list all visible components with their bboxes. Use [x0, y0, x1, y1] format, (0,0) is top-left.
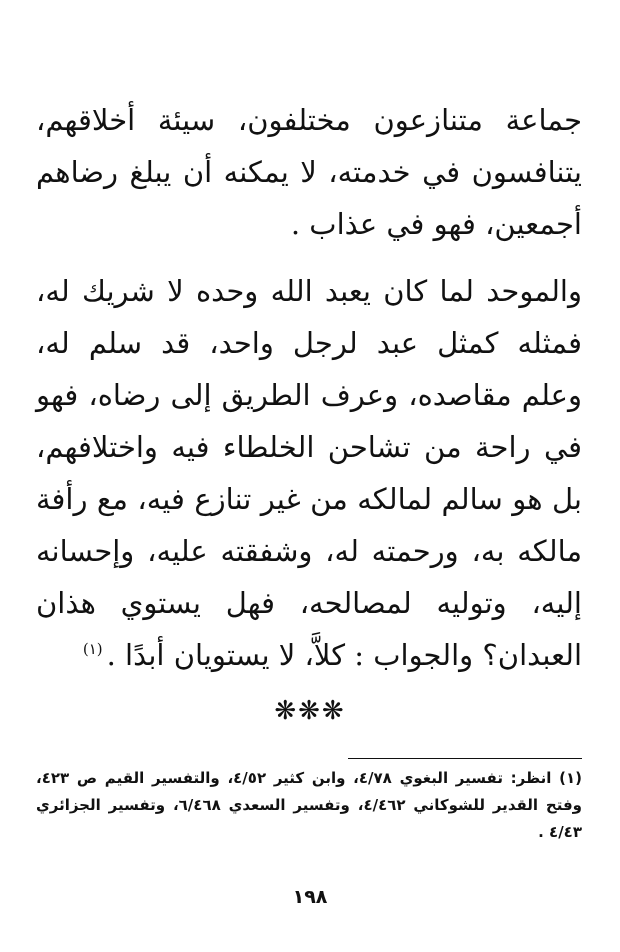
paragraph-2-text: والموحد لما كان يعبد الله وحده لا شريك له، فمثله كمثل عبد لرجل واحد، قد سلم له، وعلم مقاصده، وعرف الطريق إلى رضاه، فهو في راحة من تشاحن الخلطاء فيه واختلافهم، بل هو سالم لمالكه من غير تنازع فيه، مع رأفة مالكه به، ورحمته له، وشفقته عليه، وإحسانه إليه، وتوليه لمصالحه، فهل يستوي هذان العبدان؟ والجواب : كلاَّ، لا يستويان أبدًا .	[36, 274, 582, 672]
footnote-reference[interactable]: (١)	[82, 640, 103, 659]
section-separator: ❋❋❋	[274, 696, 346, 726]
paragraph-1	[36, 94, 582, 250]
footnote	[36, 765, 582, 846]
footnote-divider	[348, 758, 582, 759]
paragraph-2	[36, 265, 582, 681]
footnote-text: (١) انظر: تفسير البغوي ٤/٧٨، وابن كثير ٤/٥٢، والتفسير القيم ص ٤٢٣، وفتح القدير للشوكاني ٤/٤٦٢، وتفسير السعدي ٦/٤٦٨، وتفسير الجزائري ٤/٤٣ .	[36, 769, 582, 841]
page-number: ١٩٨	[292, 886, 328, 908]
paragraph-1-text: جماعة متنازعون مختلفون، سيئة أخلاقهم، يتنافسون في خدمته، لا يمكنه أن يبلغ رضاهم أجمعين، فهو في عذاب .	[36, 103, 582, 241]
